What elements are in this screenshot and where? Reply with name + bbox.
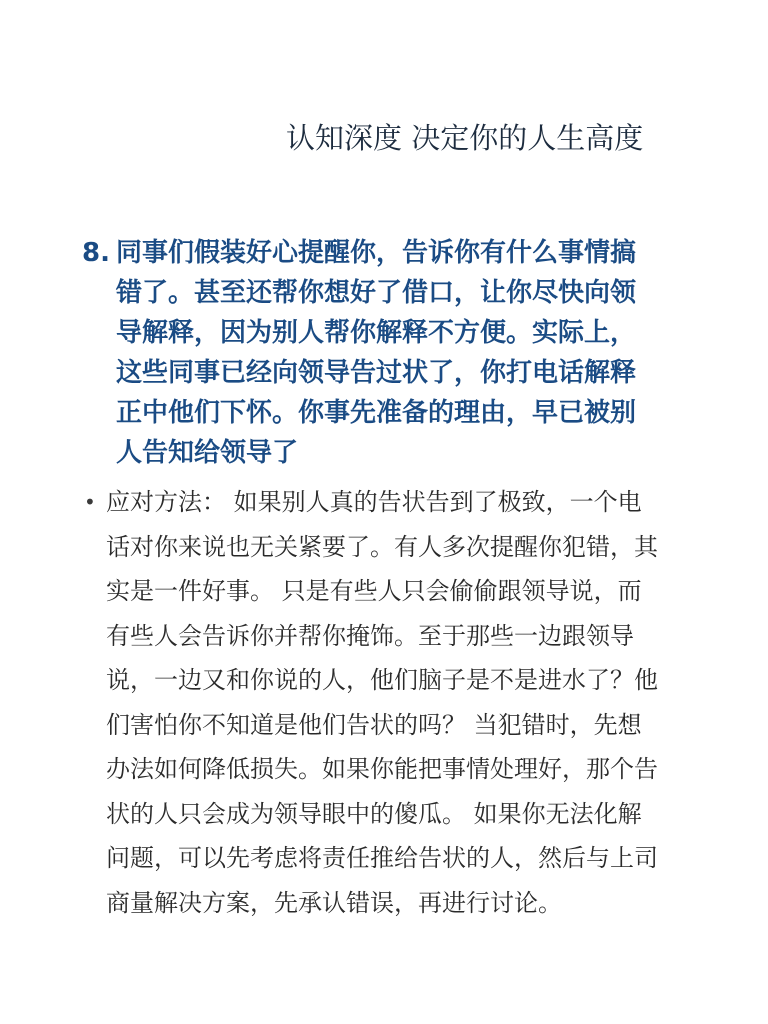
point-number: 8. [82,238,110,268]
method-line: 商量解决方案，先承认错误，再进行讨论。 [106,888,562,917]
method-line: 问题，可以先考虑将责任推给告状的人，然后与上司 [106,844,658,872]
point-line: 这些同事已经向领导告过状了，你打电话解释 [116,358,637,388]
bullet-icon: • [84,490,96,514]
point-line: 错了。甚至还帮你想好了借口，让你尽快向领 [116,278,637,308]
method-line: 应对方法： 如果别人真的告状告到了极致，一个电 [106,488,642,516]
numbered-point [82,233,682,473]
coping-method-paragraph [84,480,724,925]
point-line: 正中他们下怀。你事先准备的理由，早已被别 [116,398,637,428]
point-line: 导解释，因为别人帮你解释不方便。实际上， [116,318,637,348]
method-line: 们害怕你不知道是他们告状的吗？ 当犯错时，先想 [106,710,642,739]
method-line: 状的人只会成为领导眼中的傻瓜。 如果你无法化解 [106,799,642,828]
method-line: 实是一件好事。 只是有些人只会偷偷跟领导说，而 [106,577,642,605]
point-line: 同事们假装好心提醒你，告诉你有什么事情搞 [116,238,637,268]
method-line: 说，一边又和你说的人，他们脑子是不是进水了？他 [106,666,658,694]
method-line: 办法如何降低损失。如果你能把事情处理好，那个告 [106,755,658,783]
page-title: 认知深度 决定你的人生高度 [286,121,644,155]
method-line: 有些人会告诉你并帮你掩饰。至于那些一边跟领导 [106,621,634,650]
method-line: 话对你来说也无关紧要了。有人多次提醒你犯错，其 [106,532,658,561]
point-line: 人告知给领导了 [116,438,299,468]
